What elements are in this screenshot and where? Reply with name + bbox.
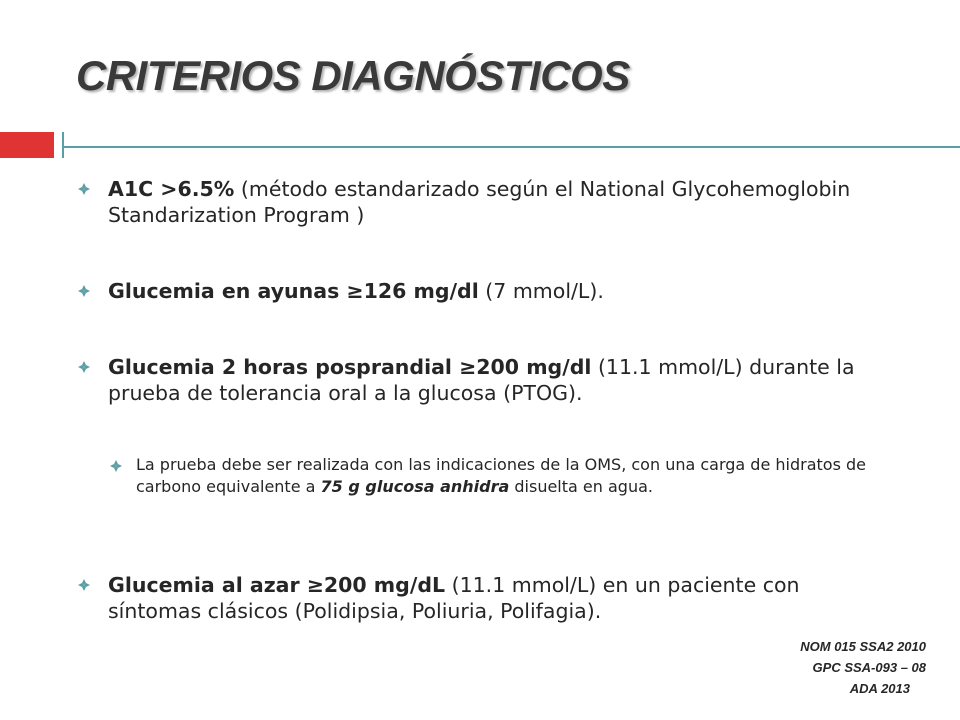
title-accent-bar-red xyxy=(0,132,54,158)
diamond-bullet-icon xyxy=(78,183,90,195)
sub-bullet-emphasis: 75 g glucosa anhidra xyxy=(320,477,510,496)
sub-bullet-text xyxy=(136,454,890,498)
bullet-rest-text: (11.1 mmol/L) en un paciente con síntomas clásicos (Polidipsia, Poliuria, Polifagia). xyxy=(108,573,800,623)
sub-bullet-pre-text: La prueba debe ser realizada con las indicaciones de la OMS, con una carga de hidratos de carbono equivalente a xyxy=(136,455,866,496)
bullet-glucemia-posprandial xyxy=(78,354,878,406)
title-accent-tick-teal xyxy=(62,132,64,158)
reference-ada: ADA 2013 xyxy=(849,681,910,696)
bullet-a1c xyxy=(78,176,878,228)
bullet-text xyxy=(108,278,604,304)
bullet-rest-text: (7 mmol/L). xyxy=(478,279,604,303)
reference-gpc: GPC SSA-093 – 08 xyxy=(812,660,926,675)
slide-title: CRITERIOS DIAGNÓSTICOS xyxy=(76,52,630,99)
bullet-text xyxy=(108,354,878,406)
bullet-text xyxy=(108,176,878,228)
diamond-bullet-icon xyxy=(110,460,122,472)
bullet-bold-text: Glucemia al azar ≥200 mg/dL xyxy=(108,573,446,597)
sub-bullet-prueba-oms xyxy=(110,454,890,498)
title-divider-line xyxy=(62,146,960,148)
sub-bullet-post-text: disuelta en agua. xyxy=(509,477,653,496)
bullet-bold-text: Glucemia 2 horas posprandial ≥200 mg/dl xyxy=(108,355,592,379)
diamond-bullet-icon xyxy=(78,285,90,297)
bullet-rest-text: (método estandarizado según el National Glycohemoglobin Standarization Program ) xyxy=(108,177,851,227)
bullet-glucemia-azar xyxy=(78,572,878,624)
bullet-text xyxy=(108,572,878,624)
diamond-bullet-icon xyxy=(78,579,90,591)
reference-nom: NOM 015 SSA2 2010 xyxy=(800,639,926,654)
diamond-bullet-icon xyxy=(78,361,90,373)
bullet-rest-text: (11.1 mmol/L) durante la prueba de tolerancia oral a la glucosa (PTOG). xyxy=(108,355,855,405)
bullet-bold-text: Glucemia en ayunas ≥126 mg/dl xyxy=(108,279,479,303)
bullet-bold-text: A1C >6.5% xyxy=(108,177,235,201)
bullet-glucemia-ayunas xyxy=(78,278,878,304)
references-block xyxy=(800,636,926,699)
